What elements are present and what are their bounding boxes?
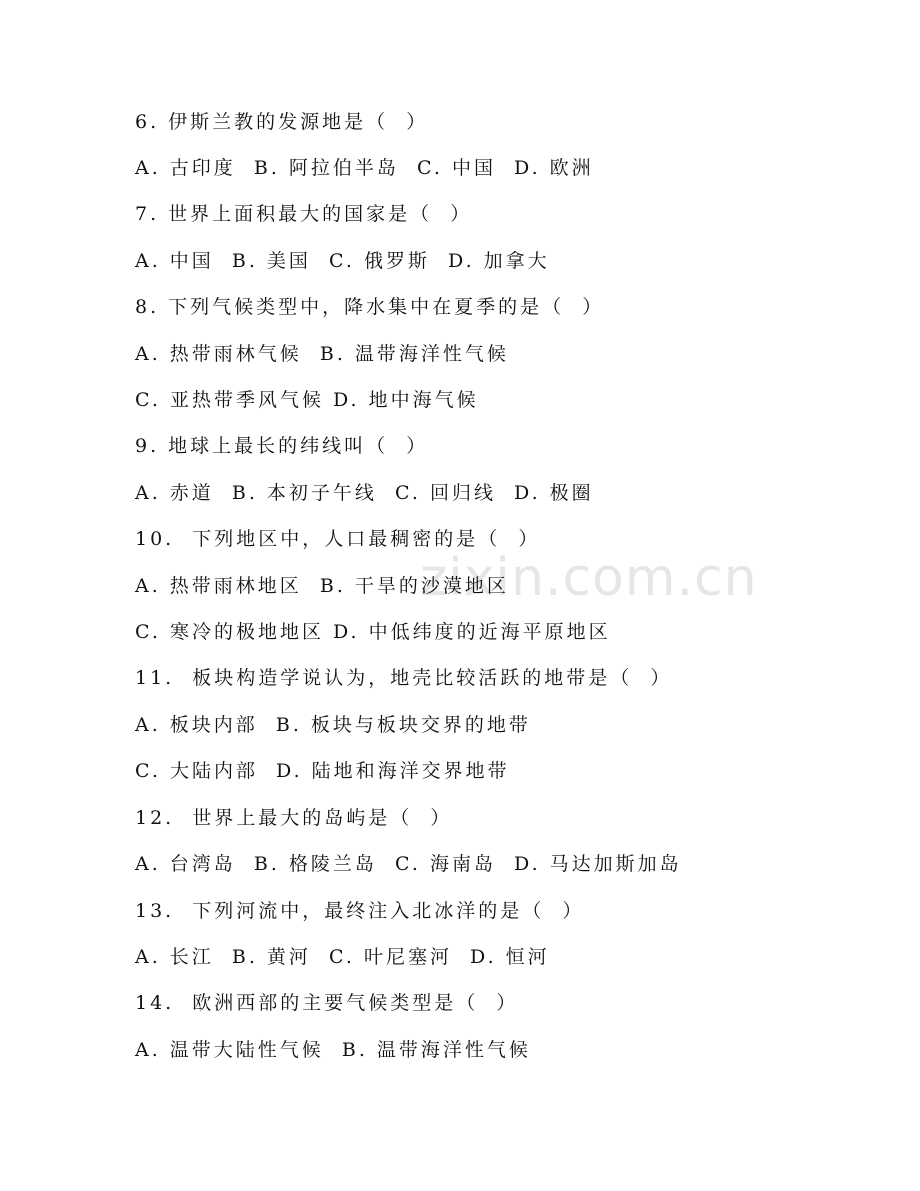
question-8-options-ab: A. 热带雨林气候 B. 温带海洋性气候 (135, 343, 509, 365)
question-8-options-cd: C. 亚热带季风气候 D. 地中海气候 (135, 389, 479, 411)
question-13-options: A. 长江 B. 黄河 C. 叶尼塞河 D. 恒河 (135, 946, 550, 968)
question-10-options-ab: A. 热带雨林地区 B. 干旱的沙漠地区 (135, 575, 509, 597)
question-12-options: A. 台湾岛 B. 格陵兰岛 C. 海南岛 D. 马达加斯加岛 (135, 853, 682, 875)
question-11-options-ab: A. 板块内部 B. 板块与板块交界的地带 (135, 714, 531, 736)
question-6: 6. 伊斯兰教的发源地是（ ） (135, 111, 429, 133)
question-13: 13. 下列河流中，最终注入北冰洋的是（ ） (135, 900, 585, 922)
question-7-options: A. 中国 B. 美国 C. 俄罗斯 D. 加拿大 (135, 250, 550, 272)
question-12: 12. 世界上最大的岛屿是（ ） (135, 807, 453, 829)
question-9-options: A. 赤道 B. 本初子午线 C. 回归线 D. 极圈 (135, 482, 594, 504)
question-11: 11. 板块构造学说认为，地壳比较活跃的地带是（ ） (135, 667, 673, 689)
question-9: 9. 地球上最长的纬线叫（ ） (135, 435, 429, 457)
question-10: 10. 下列地区中，人口最稠密的是（ ） (135, 528, 541, 550)
question-8: 8. 下列气候类型中，降水集中在夏季的是（ ） (135, 296, 605, 318)
question-7: 7. 世界上面积最大的国家是（ ） (135, 203, 473, 225)
question-6-options: A. 古印度 B. 阿拉伯半岛 C. 中国 D. 欧洲 (135, 157, 594, 179)
watermark: zixin.com.cn (420, 548, 758, 608)
question-10-options-cd: C. 寒冷的极地地区 D. 中低纬度的近海平原地区 (135, 621, 611, 643)
question-14-options-ab: A. 温带大陆性气候 B. 温带海洋性气候 (135, 1039, 531, 1061)
question-14: 14. 欧洲西部的主要气候类型是（ ） (135, 992, 519, 1014)
question-11-options-cd: C. 大陆内部 D. 陆地和海洋交界地带 (135, 760, 510, 782)
